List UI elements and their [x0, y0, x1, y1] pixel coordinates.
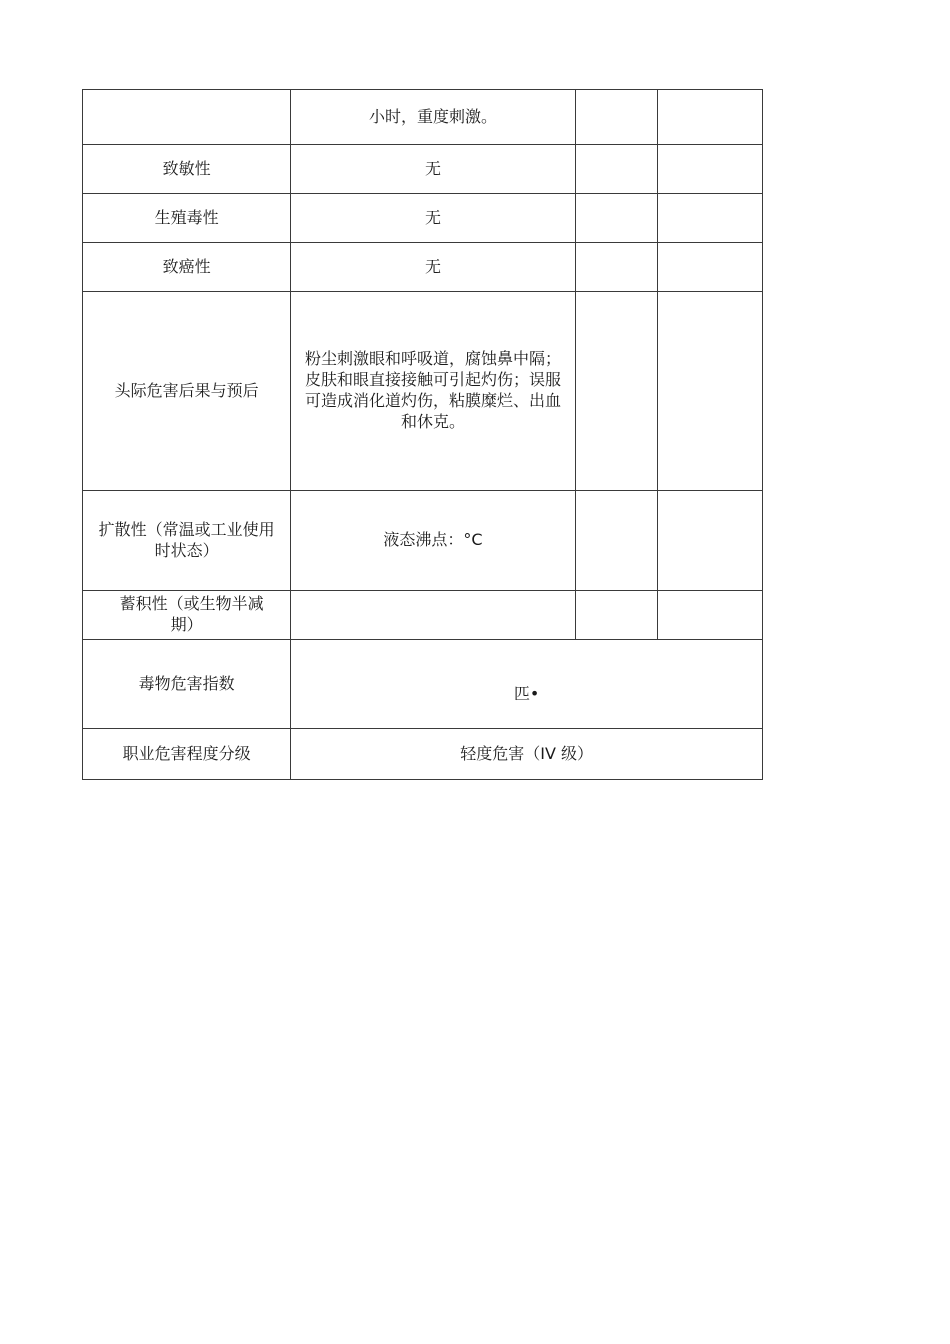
- empty-cell: [657, 194, 762, 243]
- table-row-sensitization: [83, 145, 763, 194]
- row-label: 致敏性: [83, 145, 291, 194]
- empty-cell: [575, 90, 657, 145]
- table-row-diffusivity: [83, 491, 763, 591]
- table-row-hazard-consequences: [83, 292, 763, 491]
- index-value-text: 匹•: [513, 683, 540, 703]
- empty-cell: [657, 90, 762, 145]
- hazard-assessment-table: [82, 89, 763, 780]
- empty-cell: [575, 194, 657, 243]
- empty-cell: [657, 292, 762, 491]
- value-line: 皮肤和眼直接接触可引起灼伤；误服: [304, 370, 561, 390]
- label-line: 时状态）: [154, 540, 219, 560]
- table-row-hazard-grade: [83, 729, 763, 780]
- row-label: [83, 591, 291, 640]
- row-label: [83, 491, 291, 591]
- table-row-toxicity-index: [83, 640, 763, 729]
- row-label: 毒物危害指数: [83, 640, 291, 729]
- empty-cell: [657, 145, 762, 194]
- row-value: 小时，重度刺激。: [291, 90, 575, 145]
- empty-cell: [575, 591, 657, 640]
- empty-cell: [575, 243, 657, 292]
- empty-cell: [657, 243, 762, 292]
- row-value: 无: [291, 243, 575, 292]
- empty-cell: [575, 145, 657, 194]
- table-row-reproductive-toxicity: [83, 194, 763, 243]
- empty-cell: [657, 491, 762, 591]
- value-line: 可造成消化道灼伤，粘膜糜烂、出血: [304, 391, 561, 410]
- row-value: 无: [291, 194, 575, 243]
- label-line: 扩散性（常温或工业使用: [98, 519, 275, 539]
- empty-cell: [575, 292, 657, 491]
- row-value: 轻度危害（IV 级）: [291, 729, 763, 780]
- row-value: 无: [291, 145, 575, 194]
- row-label: 致癌性: [83, 243, 291, 292]
- row-label: [83, 90, 291, 145]
- row-value: [291, 640, 763, 729]
- row-value: [291, 292, 575, 491]
- row-label: 职业危害程度分级: [83, 729, 291, 780]
- label-line: 蓄积性（或生物半减: [119, 594, 264, 614]
- table-row-continuation: [83, 90, 763, 145]
- row-label: 头际危害后果与预后: [83, 292, 291, 491]
- empty-cell: [575, 491, 657, 591]
- table-row-carcinogenicity: [83, 243, 763, 292]
- value-line: 粉尘刺激眼和呼吸道，腐蚀鼻中隔；: [304, 349, 561, 369]
- empty-cell: [657, 591, 762, 640]
- row-value: [291, 591, 575, 640]
- row-value: 液态沸点：°C: [291, 491, 575, 591]
- row-label: 生殖毒性: [83, 194, 291, 243]
- value-line: 和休克。: [400, 411, 465, 431]
- label-line: 期）: [170, 615, 203, 634]
- table-row-accumulation: [83, 591, 763, 640]
